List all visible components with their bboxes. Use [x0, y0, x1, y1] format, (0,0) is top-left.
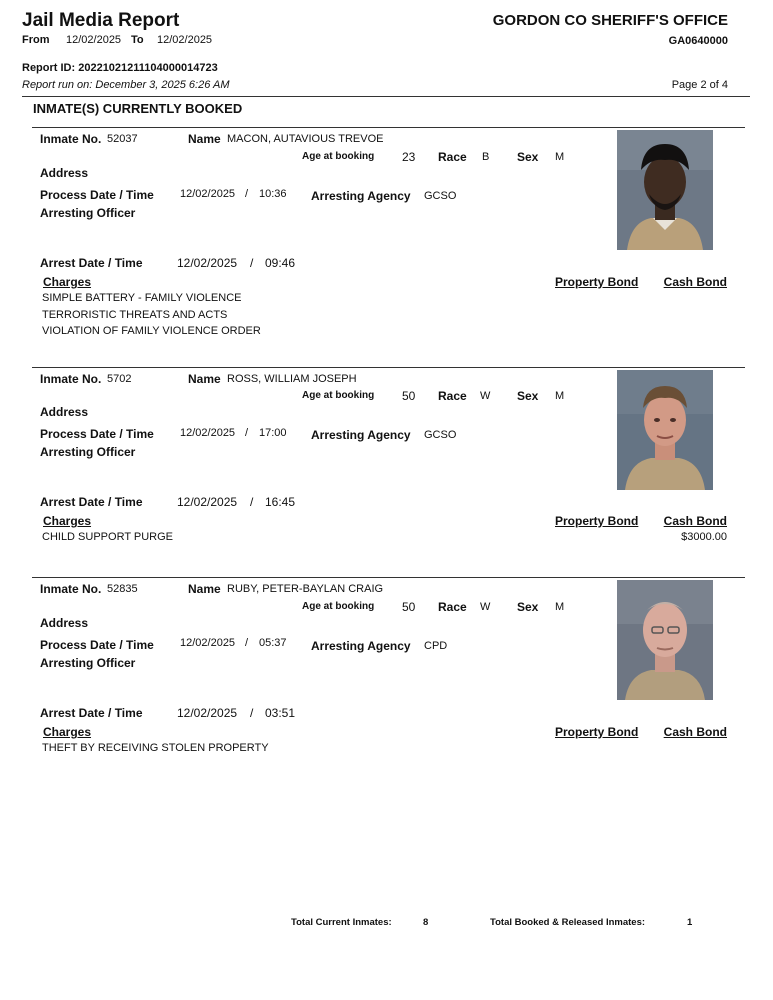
charge-item: CHILD SUPPORT PURGE	[42, 531, 174, 543]
charges-label: Charges	[43, 275, 92, 289]
separator: /	[250, 256, 254, 270]
arresting-officer-label: Arresting Officer	[40, 206, 136, 220]
race-value: W	[480, 601, 491, 613]
agency-name: GORDON CO SHERIFF'S OFFICE	[492, 12, 728, 29]
from-label: From	[22, 34, 50, 46]
arrest-time: 16:45	[265, 495, 296, 509]
arresting-agency-label: Arresting Agency	[311, 428, 411, 442]
arresting-agency-value: GCSO	[424, 190, 457, 202]
charge-item: SIMPLE BATTERY - FAMILY VIOLENCE	[42, 292, 242, 304]
section-title: INMATE(S) CURRENTLY BOOKED	[33, 101, 243, 116]
inmate-no-label: Inmate No.	[40, 582, 102, 596]
charge-item: THEFT BY RECEIVING STOLEN PROPERTY	[42, 742, 269, 754]
address-label: Address	[40, 166, 89, 180]
property-bond-label: Property Bond	[555, 725, 639, 739]
total-current-label: Total Current Inmates:	[291, 917, 392, 928]
name-label: Name	[188, 372, 221, 386]
agency-code: GA0640000	[668, 35, 728, 47]
inmate-no-value: 5702	[107, 373, 132, 385]
separator: /	[245, 427, 249, 439]
age-label: Age at booking	[302, 390, 375, 401]
name-label: Name	[188, 582, 221, 596]
sex-value: M	[555, 151, 565, 163]
inmate-photo	[617, 370, 713, 490]
total-booked-released-value: 1	[687, 917, 693, 928]
charge-item: TERRORISTIC THREATS AND ACTS	[42, 309, 228, 321]
arrest-date: 12/02/2025	[177, 256, 238, 270]
sex-value: M	[555, 390, 565, 402]
age-value: 50	[402, 389, 416, 403]
address-label: Address	[40, 616, 89, 630]
race-label: Race	[438, 389, 467, 403]
charge-item: VIOLATION OF FAMILY VIOLENCE ORDER	[42, 325, 261, 337]
arrest-date: 12/02/2025	[177, 495, 238, 509]
property-bond-label: Property Bond	[555, 275, 639, 289]
name-value: MACON, AUTAVIOUS TREVOE	[227, 133, 384, 145]
total-booked-released-label: Total Booked & Released Inmates:	[490, 917, 646, 928]
total-current-value: 8	[423, 917, 429, 928]
arresting-officer-label: Arresting Officer	[40, 445, 136, 459]
arresting-officer-label: Arresting Officer	[40, 656, 136, 670]
cash-bond-label: Cash Bond	[663, 514, 727, 528]
age-label: Age at booking	[302, 601, 375, 612]
inmate-no-value: 52037	[107, 133, 138, 145]
process-time: 10:36	[259, 188, 287, 200]
inmate-no-value: 52835	[107, 583, 138, 595]
separator: /	[250, 706, 254, 720]
arrest-label: Arrest Date / Time	[40, 706, 143, 720]
race-value: B	[482, 151, 490, 163]
process-label: Process Date / Time	[40, 427, 154, 441]
arresting-agency-label: Arresting Agency	[311, 189, 411, 203]
process-label: Process Date / Time	[40, 638, 154, 652]
arrest-label: Arrest Date / Time	[40, 256, 143, 270]
charges-label: Charges	[43, 514, 92, 528]
race-label: Race	[438, 150, 467, 164]
process-date: 12/02/2025	[180, 188, 236, 200]
age-value: 50	[402, 600, 416, 614]
address-label: Address	[40, 405, 89, 419]
page-number: Page 2 of 4	[671, 79, 728, 91]
report-run-on: Report run on: December 3, 2025 6:26 AM	[22, 79, 230, 91]
arresting-agency-value: GCSO	[424, 429, 457, 441]
charges-label: Charges	[43, 725, 92, 739]
name-value: RUBY, PETER-BAYLAN CRAIG	[227, 583, 384, 595]
inmate-no-label: Inmate No.	[40, 372, 102, 386]
process-date: 12/02/2025	[180, 637, 236, 649]
property-bond-label: Property Bond	[555, 514, 639, 528]
from-date: 12/02/2025	[66, 34, 122, 46]
arrest-label: Arrest Date / Time	[40, 495, 143, 509]
name-value: ROSS, WILLIAM JOSEPH	[227, 373, 357, 385]
process-time: 17:00	[259, 427, 287, 439]
sex-label: Sex	[517, 150, 539, 164]
race-value: W	[480, 390, 491, 402]
sex-value: M	[555, 601, 565, 613]
race-label: Race	[438, 600, 467, 614]
process-date: 12/02/2025	[180, 427, 236, 439]
arresting-agency-label: Arresting Agency	[311, 639, 411, 653]
inmate-photo	[617, 130, 713, 250]
name-label: Name	[188, 132, 221, 146]
arrest-date: 12/02/2025	[177, 706, 238, 720]
cash-bond-value: $3000.00	[681, 531, 727, 543]
arresting-agency-value: CPD	[424, 640, 448, 652]
sex-label: Sex	[517, 389, 539, 403]
report-id: Report ID: 20221021211104000014723	[22, 62, 218, 74]
separator: /	[245, 188, 249, 200]
inmate-photo	[617, 580, 713, 700]
age-value: 23	[402, 150, 416, 164]
to-date: 12/02/2025	[157, 34, 213, 46]
process-label: Process Date / Time	[40, 188, 154, 202]
header-divider	[22, 96, 750, 97]
arrest-time: 09:46	[265, 256, 296, 270]
age-label: Age at booking	[302, 151, 375, 162]
separator: /	[245, 637, 249, 649]
inmate-no-label: Inmate No.	[40, 132, 102, 146]
section-divider	[32, 127, 745, 128]
cash-bond-label: Cash Bond	[663, 275, 727, 289]
record-divider	[32, 367, 745, 368]
to-label: To	[131, 34, 144, 46]
arrest-time: 03:51	[265, 706, 296, 720]
report-title: Jail Media Report	[22, 10, 180, 31]
separator: /	[250, 495, 254, 509]
sex-label: Sex	[517, 600, 539, 614]
cash-bond-label: Cash Bond	[663, 725, 727, 739]
process-time: 05:37	[259, 637, 287, 649]
record-divider	[32, 577, 745, 578]
